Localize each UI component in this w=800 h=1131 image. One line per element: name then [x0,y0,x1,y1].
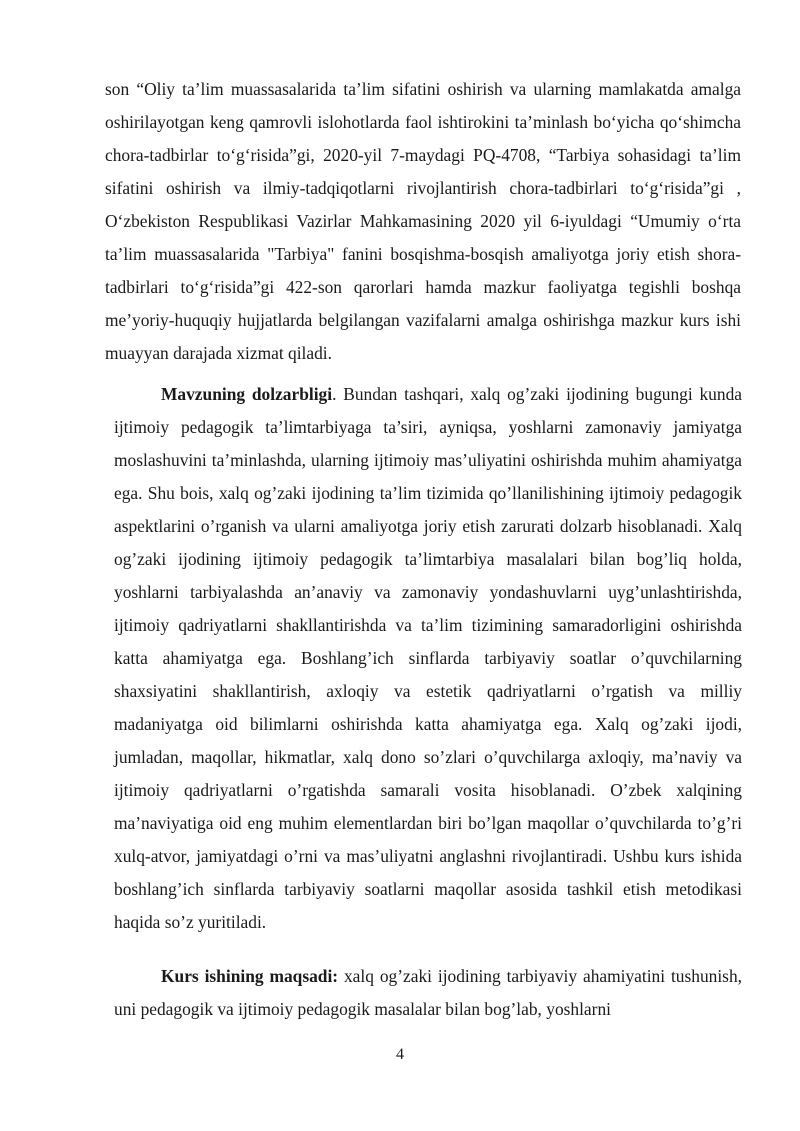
body-paragraph-relevance [114,378,742,939]
section-heading-goal: Kurs ishining maqsadi: [161,966,339,986]
paragraph-text: son “Oliy ta’lim muassasalarida ta’lim sifatini oshirish va ularning mamlakatda amalga oshirilayotgan keng qamrovli islohotlarda faol ishtirokini ta’minlash bo‘yicha qo‘shimcha chora-tadbirlar to‘g‘risida”gi, 2020-yil 7-maydagi PQ-4708, “Tarbiya sohasidagi ta’lim sifatini oshirish va ilmiy-tadqiqotlarni rivojlantirish chora-tadbirlari to‘g‘risida”gi , O‘zbekiston Respublikasi Vazirlar Mahkamasining 2020 yil 6-iyuldagi “Umumiy o‘rta ta’lim muassasalarida "Tarbiya" fanini bosqishma-bosqish amaliyotga joriy etish shora-tadbirlari to‘g‘risida”gi 422-son qarorlari hamda mazkur faoliyatga tegishli boshqa me’yoriy-huquqiy hujjatlarda belgilangan vazifalarni amalga oshirishga mazkur kurs ishi muayyan darajada xizmat qiladi. [105,79,741,363]
page-number: 4 [396,1046,404,1063]
body-paragraph-goal [114,960,742,1026]
body-paragraph-legal-references [105,73,741,370]
paragraph-text: . Bundan tashqari, xalq og’zaki ijodining bugungi kunda ijtimoiy pedagogik ta’limtarbiyaga ta’siri, ayniqsa, yoshlarni zamonaviy jamiyatga moslashuvini ta’minlashda, ularning ijtimoiy mas’uliyatini oshirishda muhim ahamiyatga ega. Shu bois, xalq og’zaki ijodining ta’lim tizimida qo’llanilishining ijtimoiy pedagogik aspektlarini o’rganish va ularni amaliyotga joriy etish zarurati dolzarb hisoblanadi. Xalq og’zaki ijodining ijtimoiy pedagogik ta’limtarbiya masalalari bilan bog’liq holda, yoshlarni tarbiyalashda an’anaviy va zamonaviy yondashuvlarni uyg’unlashtirishda, ijtimoiy qadriyatlarni shakllantirishda va ta’lim tizimining samaradorligini oshirishda katta ahamiyatga ega. Boshlang’ich sinflarda tarbiyaviy soatlar o’quvchilarning shaxsiyatini shakllantirish, axloqiy va estetik qadriyatlarni o’rgatish va milliy madaniyatga oid bilimlarni oshirishda katta ahamiyatga ega. Xalq og’zaki ijodi, jumladan, maqollar, hikmatlar, xalq dono so’zlari o’quvchilarga axloqiy, ma’naviy va ijtimoiy qadriyatlarni o’rgatishda samarali vosita hisoblanadi. O’zbek xalqining ma’naviyatiga oid eng muhim elementlardan biri bo’lgan maqollar o’quvchilarda to’g’ri xulq-atvor, jamiyatdagi o’rni va mas’uliyatni anglashni rivojlantiradi. Ushbu kurs ishida boshlang’ich sinflarda tarbiyaviy soatlarni maqollar asosida tashkil etish metodikasi haqida so’z yuritiladi. [114,384,742,932]
paragraph-text: xalq og’zaki ijodining tarbiyaviy ahamiyatini tushunish, uni pedagogik va ijtimoiy pedagogik masalalar bilan bog’lab, yoshlarni [114,966,742,1019]
section-heading-relevance: Mavzuning dolzarbligi [161,384,333,404]
